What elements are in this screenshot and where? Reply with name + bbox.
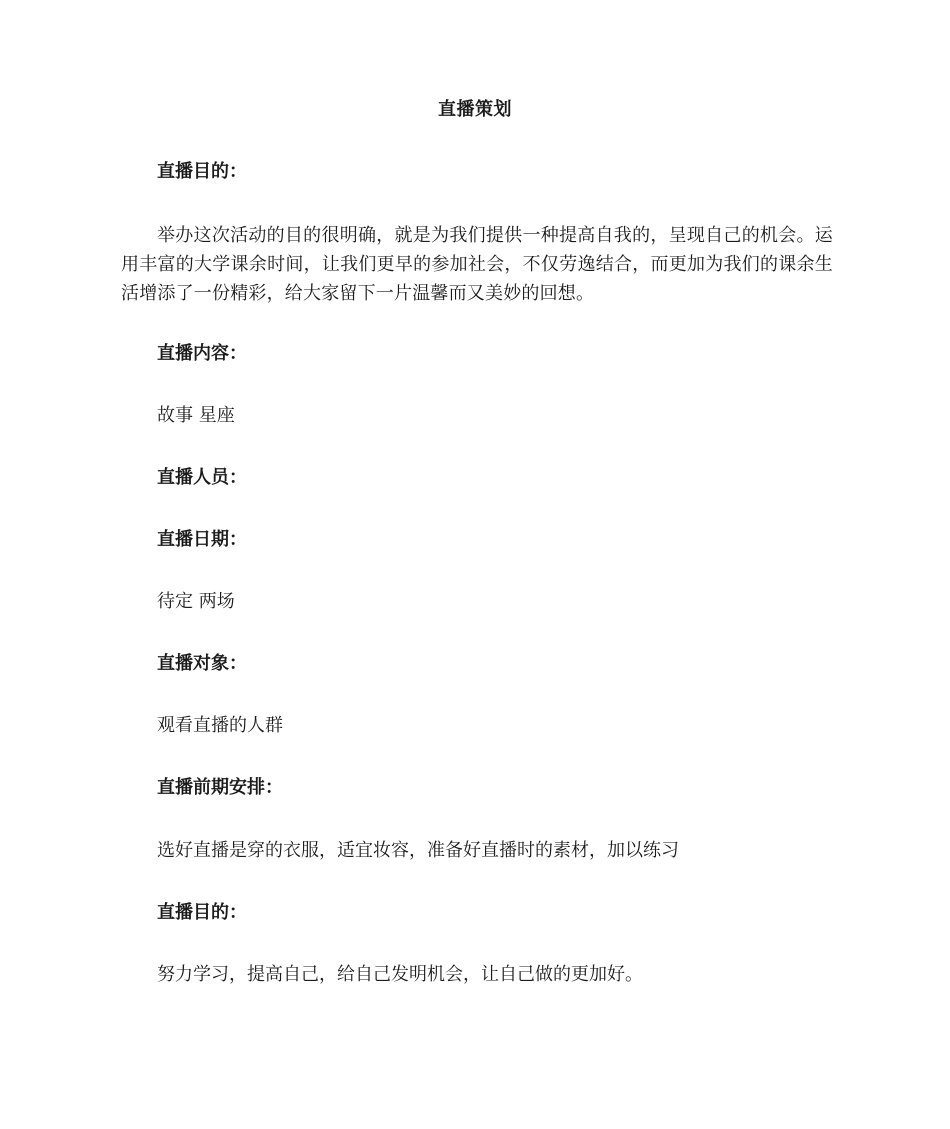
section-heading-goal: 直播目的： <box>157 902 247 923</box>
section-body-date: 待定 两场 <box>157 591 235 612</box>
document-title: 直播策划 <box>438 99 512 120</box>
section-body-preparation: 选好直播是穿的衣服，适宜妆容，准备好直播时的素材，加以练习 <box>157 840 679 861</box>
section-body-goal: 努力学习，提高自己，给自己发明机会，让自己做的更加好。 <box>157 964 643 985</box>
section-heading-content: 直播内容： <box>157 343 247 364</box>
section-heading-purpose: 直播目的： <box>157 161 247 182</box>
section-body-purpose: 举办这次活动的目的很明确，就是为我们提供一种提高自我的，呈现自己的机会。运用丰富的大学课余时间，让我们更早的参加社会，不仅劳逸结合，而更加为我们的课余生活增添了一份精彩，给大家留下一片温馨而又美妙的回想。 <box>121 225 833 304</box>
section-heading-preparation: 直播前期安排： <box>157 777 283 798</box>
section-heading-audience: 直播对象： <box>157 653 247 674</box>
section-heading-date: 直播日期： <box>157 529 247 550</box>
section-body-audience: 观看直播的人群 <box>157 715 283 736</box>
section-heading-staff: 直播人员： <box>157 467 247 488</box>
section-body-content: 故事 星座 <box>157 405 235 426</box>
